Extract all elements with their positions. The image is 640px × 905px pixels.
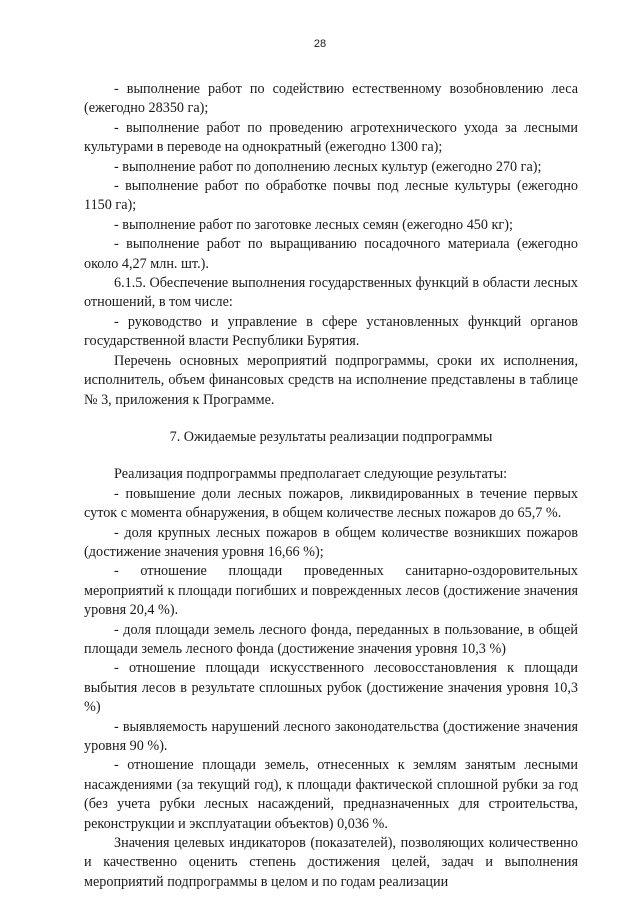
section-heading: 7. Ожидаемые результаты реализации подпрограммы	[169, 428, 493, 445]
paragraph: - выполнение работ по дополнению лесных культур (ежегодно 270 га);	[114, 158, 542, 175]
paragraph: Значения целевых индикаторов (показателей), позволяющих количественно и качественно оценить степень достижения целей, задач и выполнения мероприятий подпрограммы в целом и по годам реализации	[84, 835, 578, 890]
paragraph: Перечень основных мероприятий подпрограммы, сроки их исполнения, исполнитель, объем финансовых средств на исполнение представлены в таблице № 3, приложения к Программе.	[84, 352, 578, 408]
paragraph: - доля площади земель лесного фонда, переданных в пользование, в общей площади земель лесного фонда (достижение значения уровня 10,3 %)	[84, 621, 578, 657]
paragraph: - отношение площади проведенных санитарно-оздоровительных мероприятий к площади погибших и поврежденных лесов (достижение значения уровня 20,4 %).	[84, 563, 578, 619]
paragraph: - руководство и управление в сфере установленных функций органов государственной власти Республики Бурятия.	[84, 313, 578, 350]
document-body	[84, 80, 578, 892]
paragraph: - выявляемость нарушений лесного законодательства (достижение значения уровня 90 %).	[84, 718, 578, 754]
paragraph: - повышение доли лесных пожаров, ликвидированных в течение первых суток с момента обнаружения, в общем количестве лесных пожаров до 65,7 %.	[84, 485, 578, 522]
paragraph: - выполнение работ по выращиванию посадочного материала (ежегодно около 4,27 млн. шт.).	[84, 236, 578, 272]
paragraph: - выполнение работ по заготовке лесных семян (ежегодно 450 кг);	[114, 216, 513, 233]
paragraph: Реализация подпрограммы предполагает следующие результаты:	[114, 466, 508, 483]
paragraph: - выполнение работ по обработке почвы под лесные культуры (ежегодно 1150 га);	[84, 178, 578, 214]
paragraph: - выполнение работ по содействию естественному возобновлению леса (ежегодно 28350 га);	[84, 81, 578, 117]
paragraph: - отношение площади искусственного лесовосстановления к площади выбытия лесов в результате сплошных рубок (достижение значения уровня 10,3 %)	[84, 660, 578, 716]
page-number: 28	[313, 38, 327, 50]
paragraph: - выполнение работ по проведению агротехнического ухода за лесными культурами в переводе на однократный (ежегодно 1300 га);	[84, 119, 578, 156]
paragraph: 6.1.5. Обеспечение выполнения государственных функций в области лесных отношений, в том числе:	[84, 275, 578, 311]
paragraph: - доля крупных лесных пожаров в общем количестве возникших пожаров (достижение значения уровня 16,66 %);	[84, 524, 578, 560]
paragraph: - отношение площади земель, отнесенных к землям занятым лесными насаждениями (за текущий год), к площади фактической сплошной рубки за год (без учета рубки лесных насаждений, предназначенных для строительства, реконструкции и эксплуатации объектов) 0,036 %.	[84, 757, 578, 832]
